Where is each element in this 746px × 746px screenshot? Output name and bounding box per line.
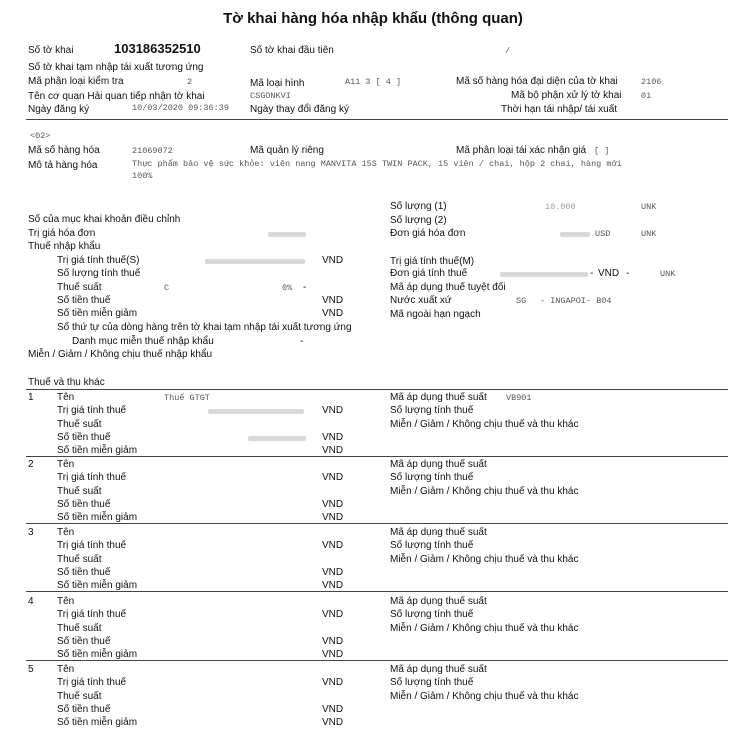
tax-ma-ap-dung-label: Mã áp dụng thuế suất (390, 664, 487, 675)
tax-vnd-label: VND (322, 445, 344, 456)
tax-tri-gia-tinh-thue-label: Trị giá tính thuế (57, 540, 127, 551)
so-luong-2-label: Số lượng (2) (390, 215, 447, 226)
tax-tri-gia-redacted (208, 409, 304, 414)
mo-ta-line1: Thực phẩm bảo vệ sức khỏe: viên nang MANVITA 15S TWIN PACK, 15 viên / chai, hộp 2 chai, hàng mới (132, 159, 622, 169)
tax-row-divider (26, 591, 728, 592)
ma-phan-loai-tai-xac-nhan-value: [ ] (594, 146, 610, 156)
tri-gia-tinh-thue-m-label: Trị giá tính thuế(M) (390, 256, 475, 267)
tax-row-number: 4 (28, 596, 34, 607)
tax-thue-suat-label: Thuế suất (57, 486, 102, 497)
don-gia-unit: UNK (641, 229, 657, 239)
ten-co-quan-hq-value: CSGONKVI (250, 91, 291, 101)
tax-vnd-label: VND (322, 405, 344, 416)
tax-vnd-label: VND (322, 717, 344, 728)
so-to-khai-dau-tien-label: Số tờ khai đầu tiên (250, 45, 334, 56)
ngay-thay-doi-label: Ngày thay đổi đăng ký (250, 104, 349, 115)
tax-so-tien-mien-giam-label: Số tiền miễn giảm (57, 717, 138, 728)
ma-so-hang-hoa-label: Mã số hàng hóa (28, 145, 100, 156)
tax-row-number: 5 (28, 664, 34, 675)
tax-row-number: 2 (28, 459, 34, 470)
thoi-han-label: Thời hạn tái nhập/ tái xuất (501, 104, 618, 115)
tax-so-tien-thue-label: Số tiền thuế (57, 704, 111, 715)
item-index: <02> (30, 131, 51, 141)
ngay-dang-ky-label: Ngày đăng ký (28, 104, 90, 115)
tri-gia-tinh-thue-s-currency: VND (322, 255, 344, 266)
tax-vnd-label: VND (322, 472, 344, 483)
tax-ten-label: Tên (57, 596, 75, 607)
tax-row-number: 1 (28, 392, 34, 403)
tax-vnd-label: VND (322, 609, 344, 620)
tax-so-luong-tinh-thue-label: Số lượng tính thuế (390, 609, 474, 620)
tri-gia-hoa-don-label: Trị giá hóa đơn (28, 228, 96, 239)
don-gia-tinh-thue-currency: VND (598, 268, 620, 279)
tax-so-tien-thue-label: Số tiền thuế (57, 499, 111, 510)
thue-suat-code: C (164, 283, 170, 293)
don-gia-hoa-don-redacted (560, 232, 590, 237)
so-luong-1-label: Số lượng (1) (390, 201, 447, 212)
don-gia-currency: USD (595, 229, 611, 239)
tax-vnd-label: VND (322, 540, 344, 551)
tax-thue-suat-label: Thuế suất (57, 554, 102, 565)
tax-mien-giam-label: Miễn / Giảm / Không chịu thuế và thu khác (390, 419, 579, 430)
ma-phan-loai-kiem-tra-value: 2 (187, 77, 193, 87)
ma-bo-phan-xu-ly-value: 01 (641, 91, 652, 101)
tax-mien-giam-label: Miễn / Giảm / Không chịu thuế và thu khác (390, 623, 579, 634)
ten-co-quan-hq-label: Tên cơ quan Hải quan tiếp nhận tờ khai (28, 91, 205, 102)
so-thu-tu-dong-hang-label: Số thứ tự của dòng hàng trên tờ khai tạm nhập tái xuất tương ứng (57, 322, 352, 333)
ma-quan-ly-rieng-label: Mã quản lý riêng (250, 145, 324, 156)
ma-loai-hinh-label: Mã loại hình (250, 78, 305, 89)
tax-ma-ap-dung-label: Mã áp dụng thuế suất (390, 596, 487, 607)
tax-so-tien-redacted (248, 436, 306, 441)
tax-so-tien-mien-giam-label: Số tiền miễn giảm (57, 580, 138, 591)
tax-so-tien-thue-label: Số tiền thuế (57, 432, 111, 443)
tax-mien-giam-label: Miễn / Giảm / Không chịu thuế và thu khác (390, 691, 579, 702)
tax-so-luong-tinh-thue-label: Số lượng tính thuế (390, 405, 474, 416)
tax-mien-giam-label: Miễn / Giảm / Không chịu thuế và thu khác (390, 486, 579, 497)
tax-so-tien-mien-giam-label: Số tiền miễn giảm (57, 445, 138, 456)
ma-phan-loai-tai-xac-nhan-label: Mã phân loại tái xác nhận giá (456, 145, 587, 156)
ma-so-hang-hoa-value: 21069072 (132, 146, 173, 156)
tax-vnd-label: VND (322, 649, 344, 660)
nuoc-xuat-xu-name: - INGAPOI (540, 296, 586, 306)
mo-ta-label: Mô tả hàng hóa (28, 160, 98, 171)
tax-vnd-label: VND (322, 636, 344, 647)
tax-ten-label: Tên (57, 459, 75, 470)
tax-ten-label: Tên (57, 392, 75, 403)
thue-suat-value: 0% (282, 283, 293, 293)
ma-loai-hinh-value: A11 3 [ 4 ] (345, 77, 402, 87)
tax-ten-value: Thuế GTGT (164, 393, 210, 403)
mien-giam-label: Miễn / Giảm / Không chịu thuế nhập khẩu (28, 349, 213, 360)
tax-vnd-label: VND (322, 499, 344, 510)
tri-gia-tinh-thue-s-redacted (205, 259, 305, 264)
nuoc-xuat-xu-code: SG (516, 296, 527, 306)
ma-ap-dung-tuyet-doi-label: Mã áp dụng thuế tuyệt đối (390, 282, 506, 293)
nuoc-xuat-xu-suffix: - B04 (586, 296, 612, 306)
don-gia-tinh-thue-sep2: - (626, 268, 630, 279)
tax-tri-gia-tinh-thue-label: Trị giá tính thuế (57, 677, 127, 688)
thue-thu-khac-label: Thuế và thu khác (28, 377, 105, 388)
tax-ma-ap-dung-label: Mã áp dụng thuế suất (390, 459, 487, 470)
tax-thue-suat-label: Thuế suất (57, 691, 102, 702)
tax-vnd-label: VND (322, 677, 344, 688)
so-luong-1-unit: UNK (641, 202, 657, 212)
don-gia-hoa-don-label: Đơn giá hóa đơn (390, 228, 466, 239)
thue-suat-label: Thuế suất (57, 282, 102, 293)
tax-vnd-label: VND (322, 432, 344, 443)
divider-other-taxes (26, 389, 728, 390)
so-to-khai-label: Số tờ khai (28, 45, 74, 56)
tax-mien-giam-label: Miễn / Giảm / Không chịu thuế và thu khác (390, 554, 579, 565)
don-gia-tinh-thue-unit: UNK (660, 269, 676, 279)
tax-ma-ap-dung-label: Mã áp dụng thuế suất (390, 392, 487, 403)
tax-row-divider (26, 456, 728, 457)
so-to-khai-value: 103186352510 (114, 41, 201, 56)
don-gia-tinh-thue-label: Đơn giá tính thuế (390, 268, 468, 279)
tax-so-tien-mien-giam-label: Số tiền miễn giảm (57, 512, 138, 523)
so-tien-thue-label: Số tiền thuế (57, 295, 111, 306)
ma-ngoai-han-ngach-label: Mã ngoài hạn ngạch (390, 309, 481, 320)
so-muc-khai-label: Số của mục khai khoản điều chỉnh (28, 214, 181, 225)
thue-nhap-khau-label: Thuế nhập khẩu (28, 241, 101, 252)
page-title: Tờ khai hàng hóa nhập khẩu (thông quan) (223, 10, 523, 27)
so-to-khai-dau-tien-value: / (505, 46, 511, 56)
tax-vnd-label: VND (322, 512, 344, 523)
so-luong-tinh-thue-label: Số lượng tính thuế (57, 268, 141, 279)
ma-phan-loai-kiem-tra-label: Mã phân loại kiểm tra (28, 76, 124, 87)
tax-row-divider (26, 660, 728, 661)
mo-ta-line2: 100% (132, 171, 153, 181)
tax-so-luong-tinh-thue-label: Số lượng tính thuế (390, 677, 474, 688)
tax-row-divider (26, 523, 728, 524)
so-luong-1-value: 10.000 (545, 202, 576, 212)
so-tien-thue-currency: VND (322, 295, 344, 306)
tax-vnd-label: VND (322, 580, 344, 591)
danh-muc-mien-thue-value: - (300, 336, 304, 347)
tax-thue-suat-label: Thuế suất (57, 419, 102, 430)
divider-header (26, 119, 728, 120)
don-gia-tinh-thue-redacted (500, 272, 588, 277)
ngay-dang-ky-value: 10/03/2020 09:36:39 (132, 103, 229, 113)
don-gia-tinh-thue-sep: - (590, 268, 594, 279)
tax-thue-suat-label: Thuế suất (57, 623, 102, 634)
ma-so-hang-hoa-dai-dien-label: Mã số hàng hóa đại diện của tờ khai (456, 76, 618, 87)
tax-so-luong-tinh-thue-label: Số lượng tính thuế (390, 472, 474, 483)
tax-tri-gia-tinh-thue-label: Trị giá tính thuế (57, 405, 127, 416)
tri-gia-tinh-thue-s-label: Trị giá tính thuế(S) (57, 255, 140, 266)
tax-row-number: 3 (28, 527, 34, 538)
tax-vnd-label: VND (322, 704, 344, 715)
nuoc-xuat-xu-label: Nước xuất xứ (390, 295, 452, 306)
ma-so-hang-hoa-dai-dien-value: 2106 (641, 77, 662, 87)
tax-so-tien-thue-label: Số tiền thuế (57, 636, 111, 647)
tax-tri-gia-tinh-thue-label: Trị giá tính thuế (57, 609, 127, 620)
so-to-khai-tam-nhap-label: Số tờ khai tạm nhập tái xuất tương ứng (28, 62, 204, 73)
tax-ten-label: Tên (57, 664, 75, 675)
thue-suat-sep: - (303, 282, 307, 293)
danh-muc-mien-thue-label: Danh mục miễn thuế nhập khẩu (72, 336, 214, 347)
tax-vnd-label: VND (322, 567, 344, 578)
so-tien-mien-giam-currency: VND (322, 308, 344, 319)
so-tien-mien-giam-label: Số tiền miễn giảm (57, 308, 138, 319)
tax-so-tien-mien-giam-label: Số tiền miễn giảm (57, 649, 138, 660)
tax-tri-gia-tinh-thue-label: Trị giá tính thuế (57, 472, 127, 483)
tax-ma-ap-dung-value: VB901 (506, 393, 532, 403)
tri-gia-hoa-don-redacted (268, 232, 306, 237)
tax-ten-label: Tên (57, 527, 75, 538)
tax-so-luong-tinh-thue-label: Số lượng tính thuế (390, 540, 474, 551)
tax-so-tien-thue-label: Số tiền thuế (57, 567, 111, 578)
tax-ma-ap-dung-label: Mã áp dụng thuế suất (390, 527, 487, 538)
ma-bo-phan-xu-ly-label: Mã bộ phận xử lý tờ khai (511, 90, 622, 101)
